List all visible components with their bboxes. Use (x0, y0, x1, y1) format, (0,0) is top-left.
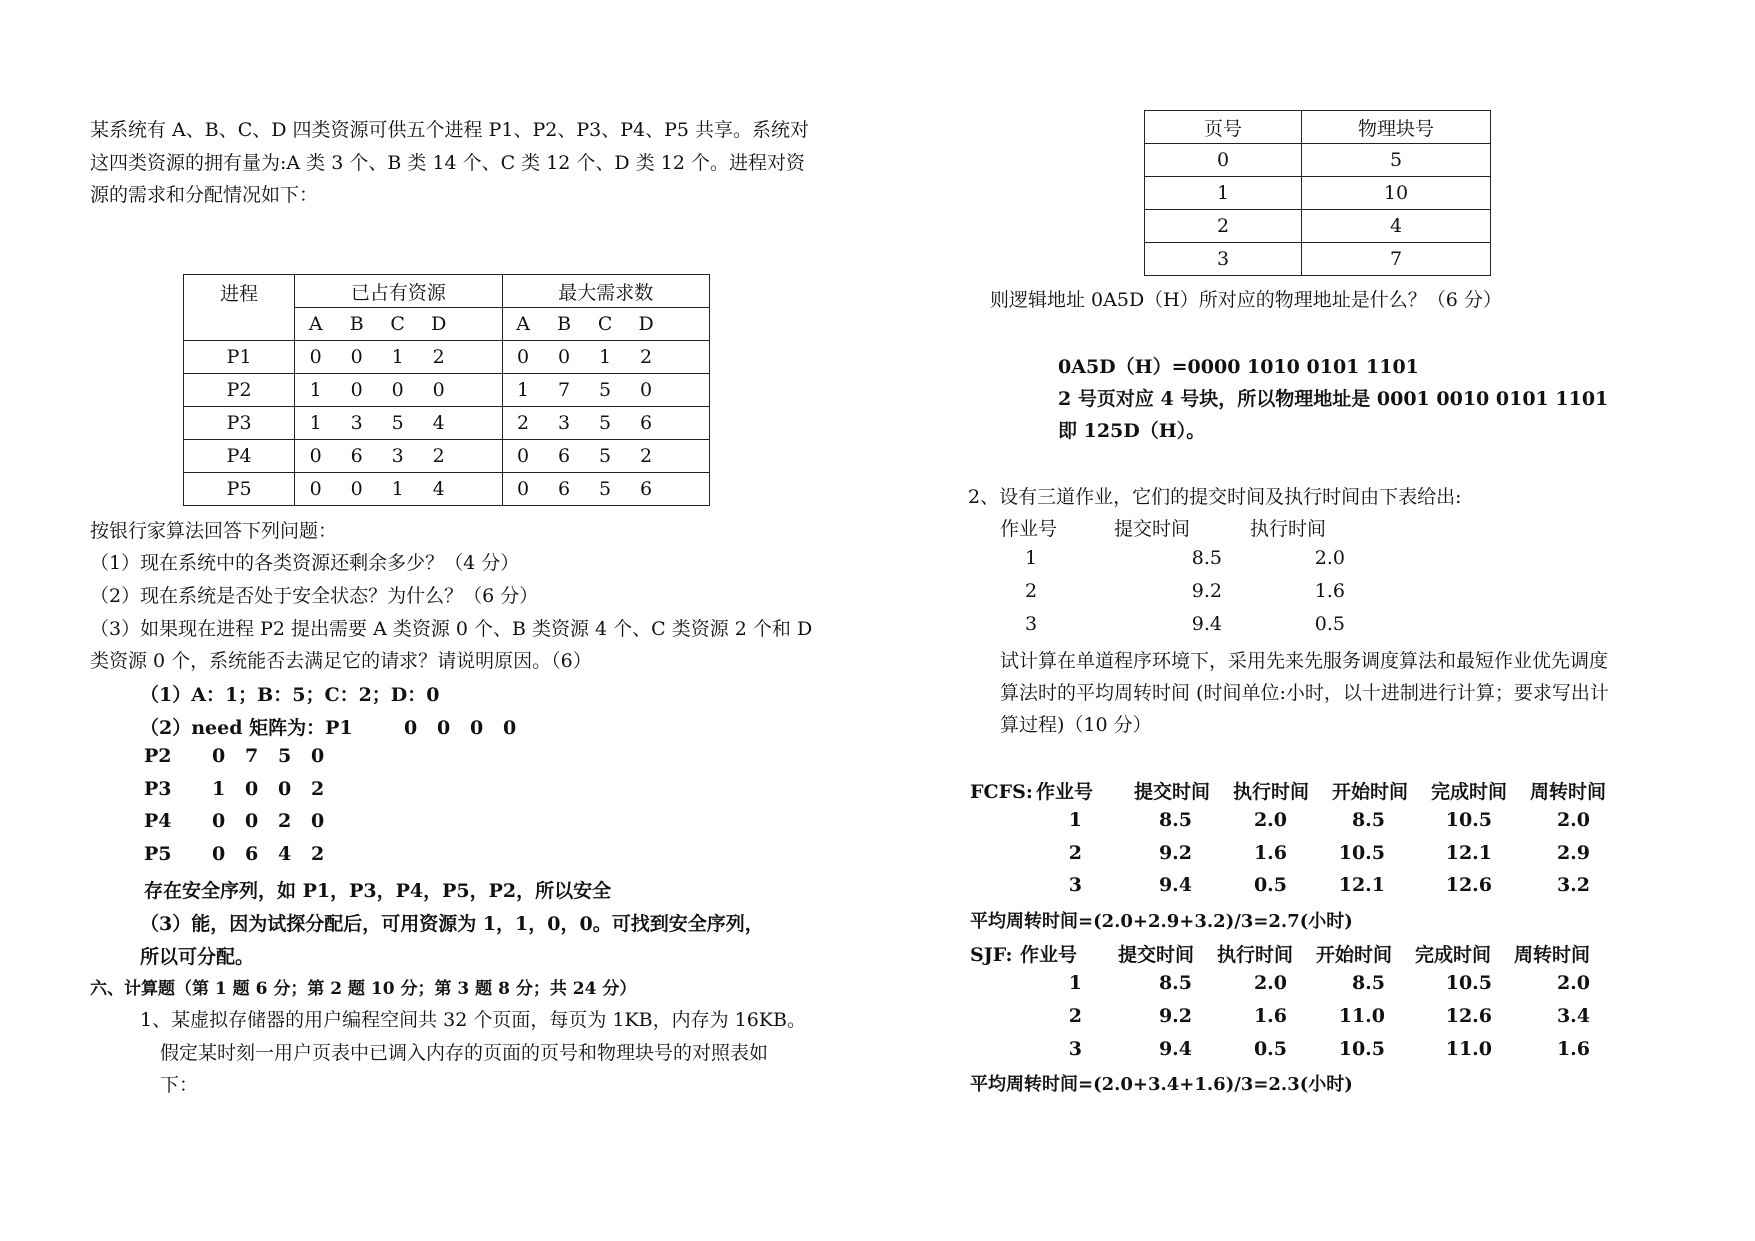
q2-title: 2、设有三道作业，它们的提交时间及执行时间由下表给出: (968, 486, 1462, 508)
fcfs-average: 平均周转时间=(2.0+2.9+3.2)/3=2.7(小时) (970, 911, 1353, 932)
header-max: 最大需求数 (502, 275, 709, 308)
table-row: 2 4 (1145, 210, 1491, 243)
sjf-average: 平均周转时间=(2.0+3.4+1.6)/3=2.3(小时) (970, 1074, 1353, 1095)
need-row: P4 0 0 2 0 (144, 810, 325, 832)
question-2: （2）现在系统是否处于安全状态？为什么？（6 分） (90, 585, 539, 607)
table-row: 3 7 (1145, 243, 1491, 276)
banker-table (183, 274, 710, 506)
q2-row: 3 9.4 0.5 (1024, 613, 1345, 635)
intro-line-1: 某系统有 A、B、C、D 四类资源可供五个进程 P1、P2、P3、P4、P5 共享。系统对 (90, 119, 809, 141)
answer-3-line-2: 所以可分配。 (140, 946, 255, 968)
q1-answer-line-3: 即 125D（H）。 (1058, 420, 1206, 442)
answer-3-line-1: （3）能，因为试探分配后，可用资源为 1，1，0，0。可找到安全序列， (140, 913, 764, 935)
table-row: P2 1 0 0 0 1 7 5 0 (184, 374, 710, 407)
intro-line-2: 这四类资源的拥有量为:A 类 3 个、B 类 14 个、C 类 12 个、D 类 12 个。进程对资 (90, 152, 805, 174)
header-block-number: 物理块号 (1302, 111, 1491, 144)
header-allocated: 已占有资源 (295, 275, 502, 308)
question-3-cont: 类资源 0 个，系统能否去满足它的请求？请说明原因。（6） (90, 650, 592, 672)
table-row: P4 0 6 3 2 0 6 5 2 (184, 440, 710, 473)
sjf-row: 2 9.2 1.6 11.0 12.6 3.4 (1068, 1005, 1590, 1027)
need-row: P2 0 7 5 0 (144, 745, 325, 767)
need-row-p1: （2）need 矩阵为：P1 0 0 0 0 (140, 717, 517, 739)
table-row: 0 5 (1145, 144, 1491, 177)
fcfs-header-row: FCFS: 作业号 提交时间 执行时间 开始时间 完成时间 周转时间 (970, 781, 1607, 803)
q2-row: 2 9.2 1.6 (1024, 580, 1345, 602)
section-6-heading: 六、计算题（第 1 题 6 分；第 2 题 10 分；第 3 题 8 分；共 24 分） (90, 979, 637, 999)
need-row: P5 0 6 4 2 (144, 843, 325, 865)
question-3: （3）如果现在进程 P2 提出需要 A 类资源 0 个、B 类资源 4 个、C 类资源 2 个和 D (90, 618, 813, 640)
table-row: 1 10 (1145, 177, 1491, 210)
q2-text-line-3: 算过程)（10 分） (1000, 714, 1152, 736)
intro-line-3: 源的需求和分配情况如下： (90, 184, 319, 206)
q1-line-2: 假定某时刻一用户页表中已调入内存的页面的页号和物理块号的对照表如 (160, 1042, 769, 1064)
q1-line-3: 下： (160, 1074, 199, 1096)
question-1: （1）现在系统中的各类资源还剩余多少？（4 分） (90, 552, 520, 574)
fcfs-row: 3 9.4 0.5 12.1 12.6 3.2 (1068, 874, 1590, 896)
q1-answer-line-2: 2 号页对应 4 号块，所以物理地址是 0001 0010 0101 1101 (1058, 388, 1609, 410)
header-page-number: 页号 (1145, 111, 1302, 144)
max-letters: A B C D (502, 308, 709, 341)
q2-header-row: 作业号 提交时间 执行时间 (1000, 518, 1327, 540)
q1-answer-line-1: 0A5D（H）=0000 1010 0101 1101 (1058, 356, 1419, 378)
q2-row: 1 8.5 2.0 (1024, 547, 1345, 569)
table-row: P1 0 0 1 2 0 0 1 2 (184, 341, 710, 374)
q1-question: 则逻辑地址 0A5D（H）所对应的物理地址是什么？（6 分） (990, 289, 1502, 311)
fcfs-row: 1 8.5 2.0 8.5 10.5 2.0 (1068, 809, 1590, 831)
sjf-row: 3 9.4 0.5 10.5 11.0 1.6 (1068, 1038, 1590, 1060)
answer-1: （1）A：1；B：5；C：2；D：0 (140, 684, 440, 706)
header-process: 进程 (184, 275, 295, 341)
page-table (1144, 110, 1491, 276)
table-row: P5 0 0 1 4 0 6 5 6 (184, 473, 710, 506)
sjf-row: 1 8.5 2.0 8.5 10.5 2.0 (1068, 972, 1590, 994)
sjf-header-row: SJF: 作业号 提交时间 执行时间 开始时间 完成时间 周转时间 (970, 944, 1591, 966)
answer-2-safe: 存在安全序列，如 P1，P3，P4，P5，P2，所以安全 (144, 880, 612, 902)
need-row: P3 1 0 0 2 (144, 778, 325, 800)
fcfs-row: 2 9.2 1.6 10.5 12.1 2.9 (1068, 842, 1590, 864)
q2-text-line-1: 试计算在单道程序环境下，采用先来先服务调度算法和最短作业优先调度 (1000, 650, 1609, 672)
alloc-letters: A B C D (295, 308, 502, 341)
q2-text-line-2: 算法时的平均周转时间 (时间单位:小时，以十进制进行计算；要求写出计 (1000, 682, 1609, 704)
question-intro: 按银行家算法回答下列问题： (90, 520, 338, 542)
table-row: P3 1 3 5 4 2 3 5 6 (184, 407, 710, 440)
q1-line-1: 1、某虚拟存储器的用户编程空间共 32 个页面，每页为 1KB，内存为 16KB。 (140, 1009, 807, 1031)
